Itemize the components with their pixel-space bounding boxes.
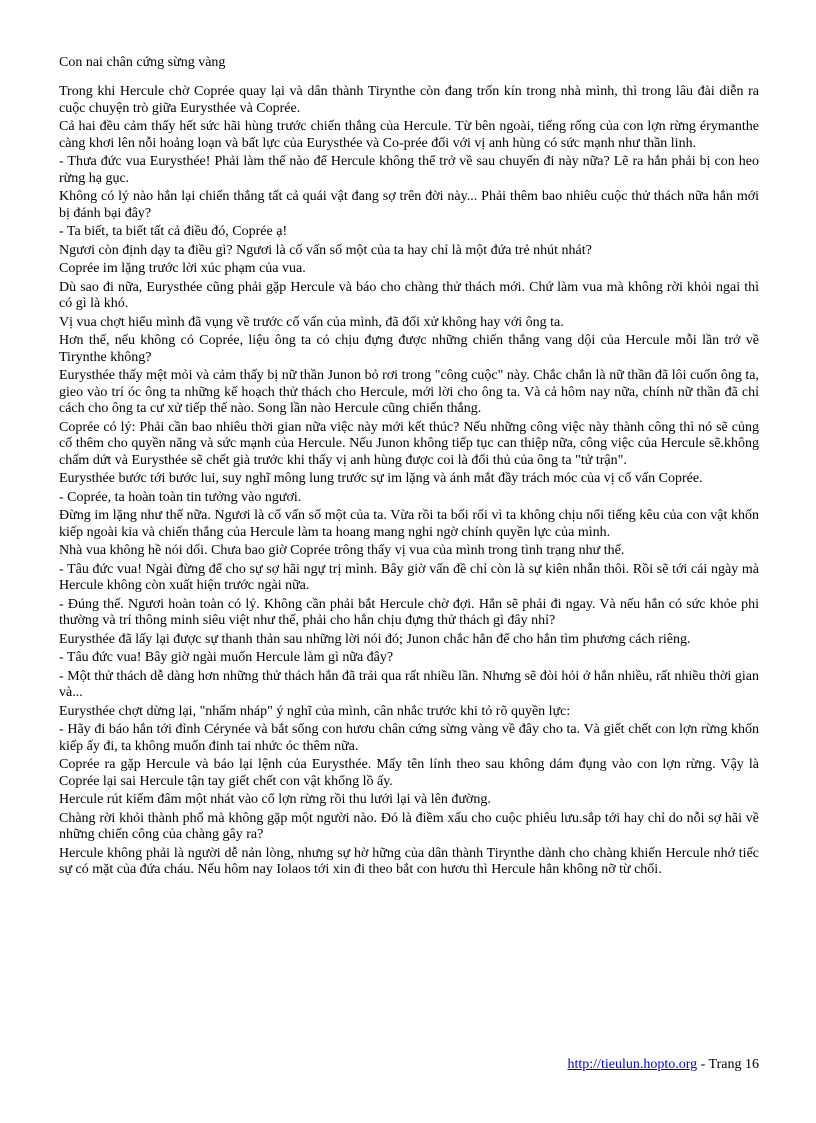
paragraph: Eurysthée bước tới bước lui, suy nghĩ mông lung trước sự im lặng và ánh mắt đầy trách móc của vị cố vấn Coprée. [59, 471, 703, 486]
paragraph: Hercule rút kiếm đâm một nhát vào cổ lợn rừng rồi thu lưới lại và lên đường. [59, 792, 491, 807]
paragraph: - Đúng thế. Ngươi hoàn toàn có lý. Không cần phải bắt Hercule chờ đợi. Hắn sẽ phải đi ngay. Và nếu hắn có sức khỏe phi thường và trí thông minh siêu việt như thế, phải cho hắn chịu đựng thử thách gì đây nhỉ? [59, 596, 759, 628]
footer-link[interactable]: http://tieulun.hopto.org [567, 1057, 698, 1072]
paragraph: - Coprée, ta hoàn toàn tin tưởng vào ngươi. [59, 489, 302, 505]
paragraph: Vị vua chợt hiểu mình đã vụng về trước cố vấn của mình, đã đối xử không hay với ông ta. [59, 314, 564, 330]
page-footer [568, 1056, 760, 1074]
paragraph: Đừng im lặng như thế nữa. Ngươi là cố vấn số một của ta. Vừa rồi ta bối rối vì ta không chịu nổi tiếng kêu của con vật khốn kiếp ngoài kia và chiến thắng của Hercule làm ta hoang mang nghi ngờ chính quyền lực của mình. [59, 508, 759, 540]
paragraph: - Hãy đi báo hắn tới đỉnh Cérynée và bắt sống con hươu chân cứng sừng vàng về đây cho ta. Và giết chết con lợn rừng khốn kiếp ấy đi, ta không muốn đinh tai nhức óc thêm nữa. [59, 722, 759, 754]
paragraph: - Ta biết, ta biết tất cả điều đó, Coprée ạ! [59, 224, 288, 239]
paragraph: Coprée im lặng trước lời xúc phạm của vua. [59, 261, 306, 276]
paragraph: Chàng rời khỏi thành phố mà không gặp một người nào. Đó là điềm xấu cho cuộc phiêu lưu.sắp tới hay chỉ do nỗi sợ hãi về những chiến công của chàng gây ra? [59, 810, 759, 842]
document-body [59, 54, 759, 881]
paragraph: Nhà vua không hề nói dối. Chưa bao giờ Coprée trông thấy vị vua của mình trong tình trạng như thế. [59, 543, 625, 558]
paragraph: Eurysthée thấy mệt mỏi và cảm thấy bị nữ thần Junon bỏ rơi trong "công cuộc" này. Chắc chắn là nữ thần đã lôi cuốn ông ta, gieo vào trí óc ông ta những kế hoạch thử thách cho Hercule, mới lời cho ông ta. Và cả hôm nay nữa, chính nữ thần đã chỉ cách cho ông ta cư xử tiếp thế nào. Song lần nào Hercule cũng chiến thắng. [59, 368, 759, 416]
paragraph: - Thưa đức vua Eurysthée! Phải làm thế nào để Hercule không thể trở về sau chuyến đi này nữa? Lẽ ra hắn phải bị con heo rừng hạ gục. [59, 154, 759, 186]
paragraph: Eurysthée đã lấy lại được sự thanh thản sau những lời nói đó; Junon chắc hẳn để cho hắn tìm phương cách riêng. [59, 631, 691, 647]
paragraph: - Tâu đức vua! Ngài đừng để cho sự sợ hãi ngự trị mình. Bây giờ vấn đề chỉ còn là sự kiên nhẫn thôi. Rồi sẽ tới cái ngày mà Hercule không còn xuất hiện trước ngài nữa. [59, 561, 759, 593]
paragraph-list [59, 84, 759, 879]
paragraph: Dù sao đi nữa, Eurysthée cũng phải gặp Hercule và báo cho chàng thử thách mới. Chứ làm vua mà không rời khỏi ngai thì có gì là khó. [59, 279, 759, 311]
paragraph: Coprée ra gặp Hercule và báo lại lệnh của Eurysthée. Mấy tên lính theo sau không dám đụng vào con lợn rừng. Vậy là Coprée lại sai Hercule tận tay giết chết con vật khổng lồ ấy. [59, 757, 759, 789]
paragraph: Hơn thế, nếu không có Coprée, liệu ông ta có chịu đựng được những chiến thắng vang dội của Hercule mỗi lần trở về Tirynthe không? [59, 333, 759, 365]
paragraph: Trong khi Hercule chờ Coprée quay lại và dân thành Tirynthe còn đang trốn kín trong nhà mình, thì trong lâu đài diễn ra cuộc chuyện trò giữa Eurysthée và Coprée. [59, 84, 759, 116]
paragraph: - Một thử thách dễ dàng hơn những thử thách hắn đã trải qua rất nhiều lần. Nhưng sẽ đòi hỏi ở hắn nhiều, rất nhiều thời gian và... [59, 668, 759, 700]
page-number: - Trang 16 [697, 1057, 759, 1072]
paragraph: Không có lý nào hắn lại chiến thắng tất cả quái vật đang sợ trên đời này... Phải thêm bao nhiêu cuộc thử thách nữa hắn mới bị đánh bại đây? [59, 189, 759, 221]
paragraph: Hercule không phải là người dễ nản lòng, nhưng sự hờ hững của dân thành Tirynthe dành cho chàng khiến Hercule nhớ tiếc sự có mặt của đứa cháu. Nếu hôm nay Iolaos tới xin đi theo bắt con hươu thì Hercule hẳn không nỡ từ chối. [59, 845, 759, 877]
paragraph: Ngươi còn định dạy ta điều gì? Ngươi là cố vấn số một của ta hay chỉ là một đứa trẻ nhút nhát? [59, 242, 592, 258]
paragraph: Cả hai đều cảm thấy hết sức hãi hùng trước chiến thắng của Hercule. Từ bên ngoài, tiếng rống của con lợn rừng érymanthe càng khơi lên nỗi hoảng loạn và bất lực của Eurysthée và Co-prée đối với vị anh hùng có sức mạnh như thần linh. [59, 119, 759, 151]
document-title: Con nai chân cứng sừng vàng [59, 55, 226, 70]
paragraph: Coprée có lý: Phải cần bao nhiêu thời gian nữa việc này mới kết thúc? Nếu những công việc này thành công thì nó sẽ củng cố thêm cho quyền năng và sức mạnh của Hercule. Nếu Junon không tiếp tục can thiệp nữa, công việc của Hercule sẽ.không chấm dứt và Eurysthée sẽ chết già trước khi thấy vị anh hùng được coi là đối thủ của ông ta "tử trận". [59, 419, 759, 468]
paragraph: - Tâu đức vua! Bây giờ ngài muốn Hercule làm gì nữa đây? [59, 650, 394, 665]
paragraph: Eurysthée chợt dừng lại, "nhấm nháp" ý nghĩ của mình, cân nhắc trước khi tỏ rõ quyền lực: [59, 703, 571, 719]
